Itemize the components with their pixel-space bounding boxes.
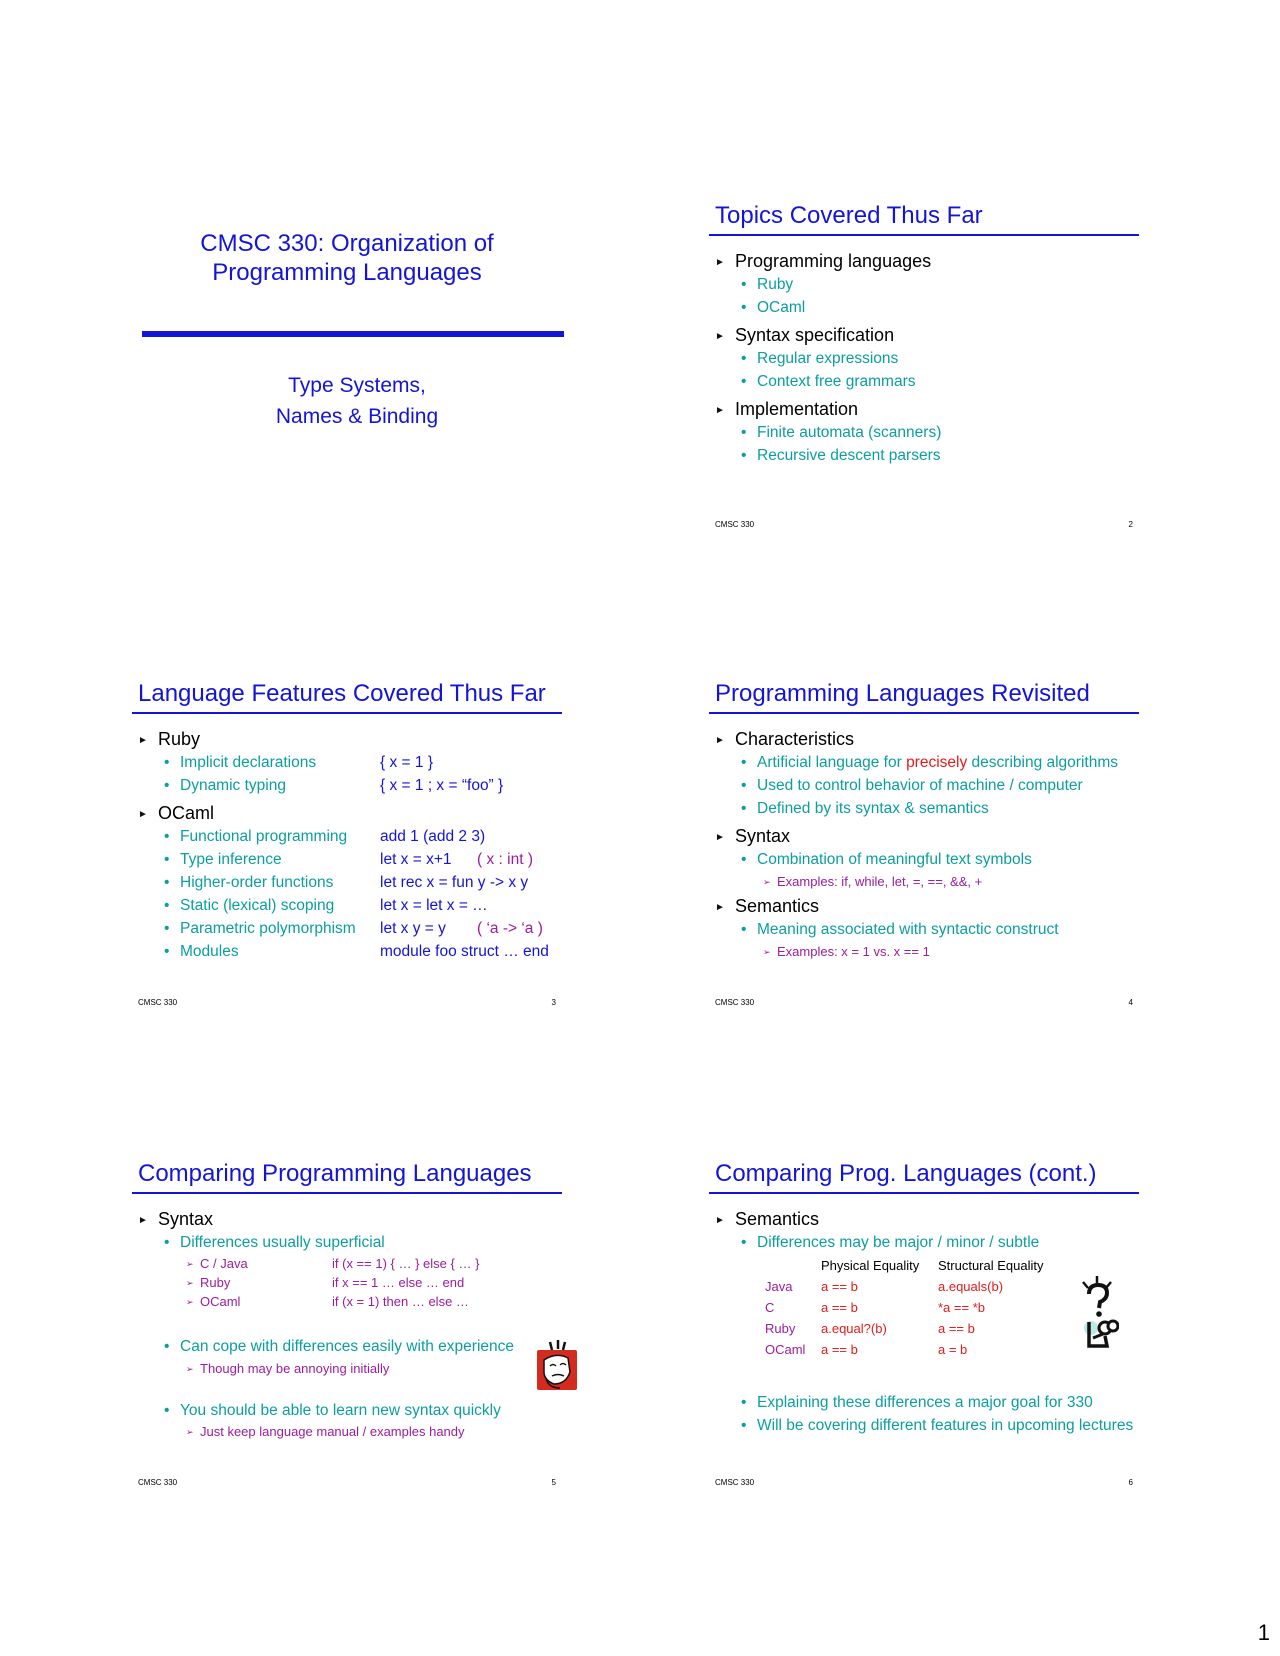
dot-bullet-icon: • <box>741 447 747 464</box>
bullet-l1: ► Semantics <box>715 896 820 916</box>
table-cell: a == b <box>938 1321 975 1336</box>
dot-bullet-icon: • <box>741 777 747 794</box>
dot-bullet-icon: • <box>741 800 747 817</box>
type-annotation: ( ‘a -> ‘a ) <box>477 920 543 937</box>
bullet-l2: • Functional programming <box>164 828 348 845</box>
code-example: let x y = y <box>380 920 446 937</box>
bullet-l2: • Regular expressions <box>741 350 899 367</box>
title-rule <box>132 1192 562 1194</box>
bullet-l2: • Explaining these differences a major goal for 330 <box>741 1394 1093 1411</box>
table-row-lang: Java <box>765 1279 793 1294</box>
footer-course: CMSC 330 <box>715 998 755 1007</box>
type-annotation: ( x : int ) <box>477 851 533 868</box>
bullet-l1: ► Semantics <box>715 1209 820 1229</box>
syntax-example: if x == 1 … else … end <box>332 1275 465 1290</box>
bullet-l2: • Will be covering different features in upcoming lectures <box>741 1417 1134 1434</box>
dot-bullet-icon: • <box>741 424 747 441</box>
bullet-l3: ➢ Though may be annoying initially <box>186 1361 390 1376</box>
code-example: let rec x = fun y -> x y <box>380 874 529 891</box>
title-rule <box>132 712 562 714</box>
dot-bullet-icon: • <box>164 1402 170 1419</box>
bullet-l1: ► Programming languages <box>715 251 932 271</box>
slide-5 <box>132 1160 562 1498</box>
triangle-bullet-icon: ► <box>138 735 148 746</box>
dot-bullet-icon: • <box>741 1234 747 1251</box>
footer-page: 6 <box>1128 1478 1133 1487</box>
dot-bullet-icon: • <box>164 943 170 960</box>
table-cell: a == b <box>821 1279 858 1294</box>
triangle-bullet-icon: ► <box>715 1215 725 1226</box>
table-cell: a.equal?(b) <box>821 1321 887 1336</box>
triangle-bullet-icon: ► <box>715 902 725 913</box>
slide-6 <box>709 1160 1139 1498</box>
code-example: module foo struct … end <box>380 943 549 960</box>
bullet-l2: • Recursive descent parsers <box>741 447 941 464</box>
bullet-l2: • Dynamic typing <box>164 777 286 794</box>
bullet-l2: • Finite automata (scanners) <box>741 424 942 441</box>
bullet-l1: ► Characteristics <box>715 729 855 749</box>
code-example: let x = x+1 <box>380 851 452 868</box>
bullet-l1: ► Syntax <box>715 826 791 846</box>
bullet-l3: ➢ Just keep language manual / examples handy <box>186 1424 465 1439</box>
slide-1-subtitle-line1: Type Systems, <box>288 374 426 397</box>
arrowhead-bullet-icon: ➢ <box>186 1278 194 1288</box>
dot-bullet-icon: • <box>741 754 747 771</box>
table-cell: a.equals(b) <box>938 1279 1004 1294</box>
arrowhead-bullet-icon: ➢ <box>186 1427 194 1437</box>
dot-bullet-icon: • <box>741 851 747 868</box>
bullet-l2: • Static (lexical) scoping <box>164 897 335 914</box>
bullet-l2: • Defined by its syntax & semantics <box>741 800 989 817</box>
slide-1-title-line2: Programming Languages <box>212 259 482 286</box>
slide-1-title-line1: CMSC 330: Organization of <box>200 230 494 257</box>
table-row-lang: C <box>765 1300 775 1315</box>
dot-bullet-icon: • <box>741 350 747 367</box>
syntax-example: if (x = 1) then … else … <box>332 1294 469 1309</box>
code-example: { x = 1 } <box>380 754 434 771</box>
bullet-l2: • Meaning associated with syntactic construct <box>741 921 1059 938</box>
page-number: 1 <box>1257 1620 1270 1645</box>
table-header-physical: Physical Equality <box>821 1258 920 1273</box>
footer-page: 4 <box>1128 998 1133 1007</box>
bullet-l3: ➢ Ruby <box>186 1275 231 1290</box>
bullet-l2: • Combination of meaningful text symbols <box>741 851 1032 868</box>
triangle-bullet-icon: ► <box>138 1215 148 1226</box>
footer-course: CMSC 330 <box>138 1478 178 1487</box>
table-cell: a == b <box>821 1342 858 1357</box>
dot-bullet-icon: • <box>164 1234 170 1251</box>
table-cell: *a == *b <box>938 1300 985 1315</box>
bullet-l2: • Can cope with differences easily with experience <box>164 1338 515 1355</box>
dot-bullet-icon: • <box>164 754 170 771</box>
table-row-lang: Ruby <box>765 1321 796 1336</box>
table-row-lang: OCaml <box>765 1342 806 1357</box>
arrowhead-bullet-icon: ➢ <box>186 1259 194 1269</box>
question-mark-person-clipart-icon <box>1077 1276 1119 1352</box>
dot-bullet-icon: • <box>164 897 170 914</box>
bullet-l2: • Used to control behavior of machine / computer <box>741 777 1083 794</box>
bullet-l1: ► Syntax <box>138 1209 214 1229</box>
bullet-l3: ➢ C / Java <box>186 1256 248 1271</box>
dot-bullet-icon: • <box>741 921 747 938</box>
triangle-bullet-icon: ► <box>715 405 725 416</box>
dot-bullet-icon: • <box>741 1394 747 1411</box>
title-rule <box>709 712 1139 714</box>
dot-bullet-icon: • <box>164 777 170 794</box>
syntax-example: if (x == 1) { … } else { … } <box>332 1256 480 1271</box>
footer-page: 2 <box>1128 520 1133 529</box>
arrowhead-bullet-icon: ➢ <box>186 1297 194 1307</box>
code-example: add 1 (add 2 3) <box>380 828 486 845</box>
slide-1-subtitle-line2: Names & Binding <box>275 405 439 428</box>
table-header-structural: Structural Equality <box>938 1258 1044 1273</box>
emphasis-text: precisely <box>906 754 968 771</box>
bullet-l2: • OCaml <box>741 299 806 316</box>
bullet-l2: • Higher-order functions <box>164 874 334 891</box>
bullet-l1: ► OCaml <box>138 803 215 823</box>
code-example: let x = let x = … <box>380 897 488 914</box>
triangle-bullet-icon: ► <box>715 257 725 268</box>
footer-page: 3 <box>551 998 556 1007</box>
slide-title: Comparing Programming Languages <box>138 1160 532 1187</box>
triangle-bullet-icon: ► <box>715 331 725 342</box>
bullet-l2: • You should be able to learn new syntax quickly <box>164 1402 501 1419</box>
bullet-l3: ➢ Examples: x = 1 vs. x == 1 <box>763 944 930 959</box>
confused-face-clipart-icon <box>532 1338 580 1392</box>
bullet-l2: • Parametric polymorphism <box>164 920 356 937</box>
bullet-l2: • Ruby <box>741 276 794 293</box>
code-example: { x = 1 ; x = “foo” } <box>380 777 504 794</box>
slide-4 <box>709 680 1139 1018</box>
dot-bullet-icon: • <box>164 920 170 937</box>
slide-title: Programming Languages Revisited <box>715 680 1090 707</box>
bullet-l2: • Modules <box>164 943 239 960</box>
dot-bullet-icon: • <box>741 299 747 316</box>
slide-title: Language Features Covered Thus Far <box>138 680 546 707</box>
bullet-l2: • Implicit declarations <box>164 754 317 771</box>
slide-title: Comparing Prog. Languages (cont.) <box>715 1160 1097 1187</box>
arrowhead-bullet-icon: ➢ <box>763 947 771 957</box>
triangle-bullet-icon: ► <box>715 735 725 746</box>
triangle-bullet-icon: ► <box>715 832 725 843</box>
table-cell: a == b <box>821 1300 858 1315</box>
arrowhead-bullet-icon: ➢ <box>763 877 771 887</box>
bullet-l2: • Differences may be major / minor / subtle <box>741 1234 1040 1251</box>
bullet-l1: ► Syntax specification <box>715 325 895 345</box>
dot-bullet-icon: • <box>741 276 747 293</box>
table-cell: a = b <box>938 1342 968 1357</box>
bullet-l2: • Artificial language for precisely describing algorithms <box>741 754 1118 771</box>
dot-bullet-icon: • <box>164 1338 170 1355</box>
dot-bullet-icon: • <box>164 851 170 868</box>
bullet-l2: • Differences usually superficial <box>164 1234 385 1251</box>
dot-bullet-icon: • <box>741 373 747 390</box>
bullet-l2: • Type inference <box>164 851 282 868</box>
dot-bullet-icon: • <box>164 828 170 845</box>
footer-course: CMSC 330 <box>715 520 755 529</box>
slide-2 <box>709 202 1139 540</box>
title-rule <box>709 1192 1139 1194</box>
bullet-l1: ► Ruby <box>138 729 201 749</box>
triangle-bullet-icon: ► <box>138 809 148 820</box>
arrowhead-bullet-icon: ➢ <box>186 1364 194 1374</box>
bullet-l2: • Context free grammars <box>741 373 916 390</box>
slide-3 <box>132 680 562 1018</box>
slide-1 <box>132 200 562 530</box>
dot-bullet-icon: • <box>164 874 170 891</box>
dot-bullet-icon: • <box>741 1417 747 1434</box>
title-rule <box>709 234 1139 236</box>
bullet-l1: ► Implementation <box>715 399 859 419</box>
slide-title: Topics Covered Thus Far <box>715 202 983 229</box>
footer-course: CMSC 330 <box>715 1478 755 1487</box>
footer-course: CMSC 330 <box>138 998 178 1007</box>
bullet-l3: ➢ OCaml <box>186 1294 241 1309</box>
footer-page: 5 <box>551 1478 556 1487</box>
slide-1-divider <box>142 331 564 337</box>
bullet-l3: ➢ Examples: if, while, let, =, ==, &&, + <box>763 874 983 889</box>
